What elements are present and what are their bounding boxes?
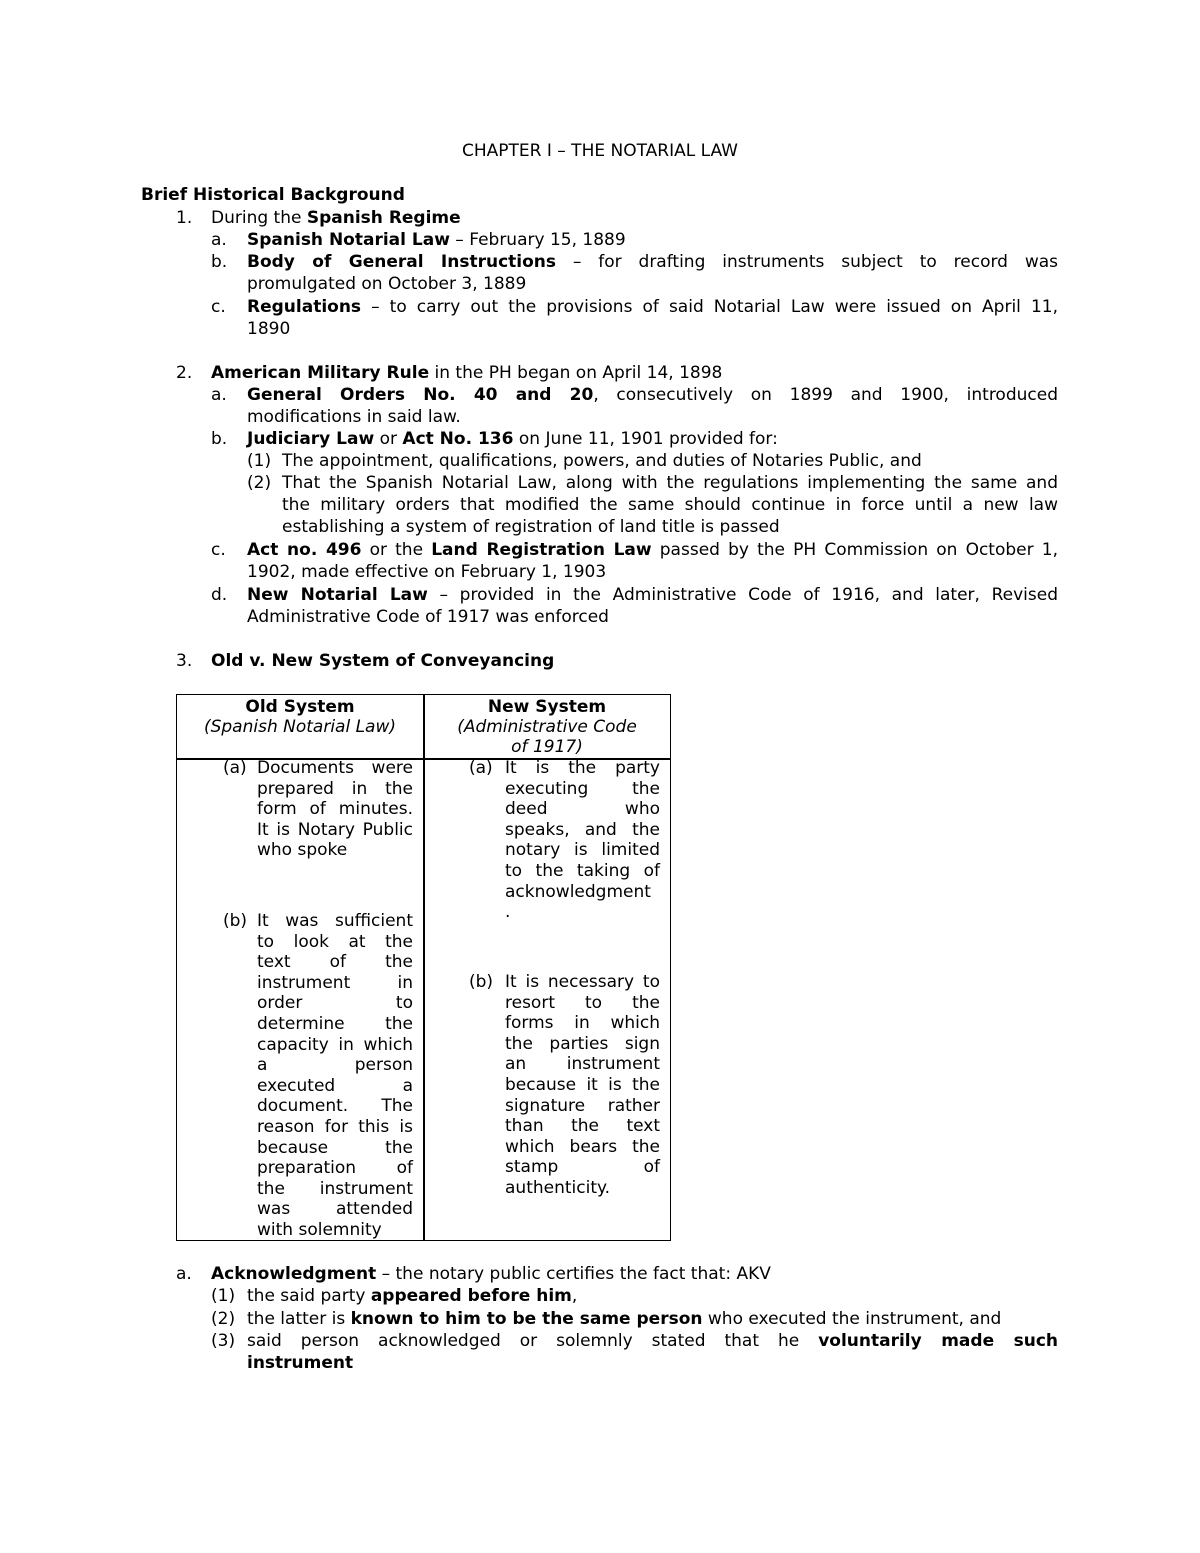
ack-marker: a. xyxy=(176,1264,192,1284)
new-cell-a-line: executing the xyxy=(505,778,660,799)
table-column-divider xyxy=(423,695,425,1240)
ack-item-3-line1: said person acknowledged or solemnly stated that he voluntarily made such xyxy=(247,1331,1058,1351)
old-cell-a-line: who spoke xyxy=(257,840,348,861)
old-cell-b-line: the instrument xyxy=(257,1178,413,1199)
item-1b-line1: Body of General Instructions – for drafting instruments subject to record was xyxy=(247,252,1059,272)
item-2a-marker: a. xyxy=(211,385,227,405)
item-2c-line2: 1902, made effective on February 1, 1903 xyxy=(247,562,607,582)
item-2b2-marker: (2) xyxy=(247,473,272,493)
new-cell-b-line: than the text xyxy=(505,1116,660,1137)
section-heading: Brief Historical Background xyxy=(141,185,405,205)
new-system-header: New System (Administrative Code of 1917) xyxy=(457,697,637,757)
old-cell-b-line: It was sufficient xyxy=(257,911,413,931)
old-cell-a-line: Documents were xyxy=(257,758,413,778)
ack-item-2-marker: (2) xyxy=(211,1309,236,1329)
comparison-table xyxy=(176,694,671,1241)
item-2b2-line2: the military orders that modified the same should continue in force until a new law xyxy=(282,495,1058,515)
old-cell-a-line: form of minutes. xyxy=(257,799,413,820)
new-cell-b-line: because it is the xyxy=(505,1075,660,1095)
section-1-heading: During the Spanish Regime xyxy=(211,208,461,228)
old-cell-b-line: executed a xyxy=(257,1075,413,1096)
item-2b1: The appointment, qualifications, powers, and duties of Notaries Public, and xyxy=(282,451,922,471)
item-2b: Judiciary Law or Act No. 136 on June 11, 1901 provided for: xyxy=(247,429,778,449)
old-cell-a-line: It is Notary Public xyxy=(257,819,413,840)
old-cell-b-line: with solemnity xyxy=(257,1220,382,1240)
item-2b2-line3: establishing a system of registration of land title is passed xyxy=(282,517,780,537)
old-cell-b-marker: (b) xyxy=(223,911,248,931)
new-cell-a-marker: (a) xyxy=(469,758,493,778)
ack-item-2: the latter is known to him to be the same person who executed the instrument, and xyxy=(247,1309,1002,1329)
new-cell-a-line: deed who xyxy=(505,799,660,820)
old-cell-b-line: text of the xyxy=(257,952,413,973)
old-cell-b-line: capacity in which xyxy=(257,1034,413,1055)
old-cell-a-marker: (a) xyxy=(223,758,247,778)
old-cell-b-line: was attended xyxy=(257,1199,413,1220)
section-2-number: 2. xyxy=(176,363,193,383)
old-cell-b-line: determine the xyxy=(257,1014,413,1034)
new-cell-a-line: to the taking of xyxy=(505,861,660,881)
new-cell-b-line: authenticity. xyxy=(505,1178,611,1198)
new-cell-a-line: It is the party xyxy=(505,758,660,778)
item-1b-line2: promulgated on October 3, 1889 xyxy=(247,274,527,294)
old-cell-b-line: a person xyxy=(257,1055,413,1076)
item-2d-line2: Administrative Code of 1917 was enforced xyxy=(247,607,609,627)
new-cell-b-line: which bears the xyxy=(505,1136,660,1157)
old-cell-b-line: because the xyxy=(257,1137,413,1158)
item-1a: Spanish Notarial Law – February 15, 1889 xyxy=(247,230,626,250)
item-1a-marker: a. xyxy=(211,230,227,250)
new-cell-b-line: resort to the xyxy=(505,992,660,1013)
new-cell-b-line: stamp of xyxy=(505,1157,660,1178)
item-2b1-marker: (1) xyxy=(247,451,272,471)
ack-item-1-marker: (1) xyxy=(211,1286,236,1306)
item-2b2-line1: That the Spanish Notarial Law, along with the regulations implementing the same and xyxy=(282,473,1058,493)
new-cell-a-line: notary is limited xyxy=(505,840,660,861)
item-2a-line2: modifications in said law. xyxy=(247,407,461,427)
ack-item-3-marker: (3) xyxy=(211,1331,236,1351)
ack-item-3-line2: instrument xyxy=(247,1353,354,1373)
ack-item-1: the said party appeared before him, xyxy=(247,1286,578,1306)
new-cell-a-line: . xyxy=(505,902,511,923)
old-cell-b-line: to look at the xyxy=(257,931,413,952)
section-3-heading: Old v. New System of Conveyancing xyxy=(211,651,555,671)
item-1c-marker: c. xyxy=(211,297,226,317)
item-2a-line1: General Orders No. 40 and 20, consecutively on 1899 and 1900, introduced xyxy=(247,385,1058,405)
old-cell-b-line: order to xyxy=(257,993,413,1014)
new-cell-b-line: the parties sign xyxy=(505,1033,660,1054)
old-cell-b-line: reason for this is xyxy=(257,1117,413,1137)
item-2d-line1: New Notarial Law – provided in the Administrative Code of 1916, and later, Revised xyxy=(247,585,1058,605)
item-2b-marker: b. xyxy=(211,429,228,449)
item-2c-marker: c. xyxy=(211,540,226,560)
item-1b-marker: b. xyxy=(211,252,228,272)
new-cell-b-line: an instrument xyxy=(505,1054,660,1075)
new-cell-b-line: forms in which xyxy=(505,1013,660,1034)
section-1-number: 1. xyxy=(176,208,193,228)
old-system-header: Old System (Spanish Notarial Law) xyxy=(203,697,397,737)
section-3-number: 3. xyxy=(176,651,193,671)
chapter-title: CHAPTER I – THE NOTARIAL LAW xyxy=(461,141,738,161)
new-cell-a-line: speaks, and the xyxy=(505,819,660,840)
item-1c-line2: 1890 xyxy=(247,319,291,339)
item-2d-marker: d. xyxy=(211,585,228,605)
item-1c-line1: Regulations – to carry out the provisions of said Notarial Law were issued on April 11, xyxy=(247,297,1058,317)
new-cell-b-marker: (b) xyxy=(469,972,494,992)
old-cell-b-line: document. The xyxy=(257,1096,413,1117)
new-cell-b-line: signature rather xyxy=(505,1095,660,1116)
section-2-heading: American Military Rule in the PH began on April 14, 1898 xyxy=(211,363,723,383)
old-cell-b-line: preparation of xyxy=(257,1158,413,1179)
old-cell-a-line: prepared in the xyxy=(257,778,413,799)
new-cell-a-line: acknowledgment xyxy=(505,881,651,902)
item-2c-line1: Act no. 496 or the Land Registration Law passed by the PH Commission on October 1, xyxy=(247,540,1058,560)
new-cell-b-line: It is necessary to xyxy=(505,972,660,992)
old-cell-b-line: instrument in xyxy=(257,972,413,993)
ack-heading: Acknowledgment – the notary public certifies the fact that: AKV xyxy=(211,1264,771,1284)
